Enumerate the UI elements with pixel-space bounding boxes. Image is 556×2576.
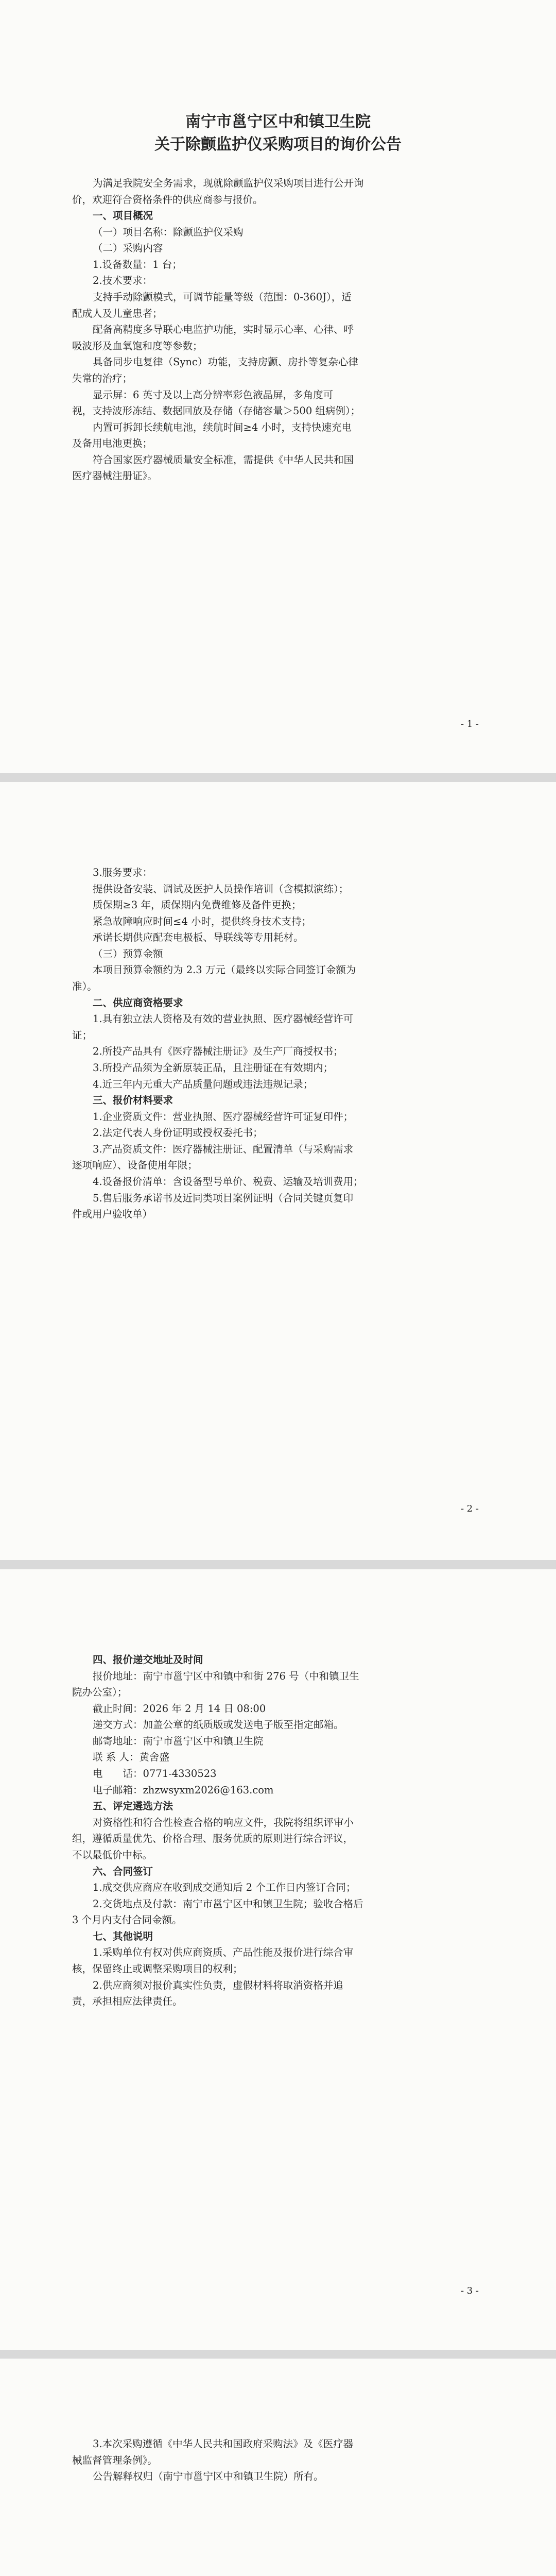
paragraph-line: 3.产品资质文件：医疗器械注册证、配置清单（与采购需求	[93, 1143, 354, 1155]
paragraph-line: 4.近三年内无重大产品质量问题或违法违规记录；	[93, 1078, 314, 1090]
paragraph-line: 承诺长期供应配套电极板、导联线等专用耗材。	[93, 931, 304, 944]
paragraph-line: 电 话：0771-4330523	[93, 1768, 217, 1780]
title-line-1: 南宁市邕宁区中和镇卫生院	[185, 113, 371, 131]
paragraph-line: 具备同步电复律（Sync）功能，支持房颤、房扑等复杂心律	[93, 356, 358, 368]
section-heading: 二、供应商资格要求	[93, 996, 183, 1009]
page-4-body	[72, 2436, 484, 2485]
document-title	[0, 111, 556, 156]
section-heading: 四、报价递交地址及时间	[93, 1654, 203, 1666]
paragraph-line: 责，承担相应法律责任。	[72, 1995, 183, 2008]
paragraph-line: 视，支持波形冻结、数据回放及存储（存储容量＞500 组病例）；	[72, 405, 361, 417]
paragraph-line: 1.具有独立法人资格及有效的营业执照、医疗器械经营许可	[93, 1013, 354, 1025]
paragraph-line: 3 个月内支付合同金额。	[72, 1914, 182, 1926]
page-3-body	[72, 1652, 484, 2010]
paragraph-line: 为满足我院安全务需求，现就除颤监护仪采购项目进行公开询	[93, 177, 364, 189]
section-heading: 一、项目概况	[93, 210, 153, 222]
paragraph-line: 递交方式：加盖公章的纸质版或发送电子版至指定邮箱。	[93, 1719, 344, 1731]
paragraph-line: （三）预算金额	[93, 947, 163, 960]
paragraph-line: 2.法定代表人身份证明或授权委托书；	[93, 1127, 263, 1139]
paragraph-line: 吸波形及血氧饱和度等参数；	[72, 340, 203, 352]
paragraph-line: （二）采购内容	[93, 242, 163, 255]
paragraph-line: 紧急故障响应时间≤4 小时，提供终身技术支持；	[93, 915, 311, 927]
paragraph-line: 3.服务要求：	[93, 867, 153, 878]
paragraph-line: 组，遵循质量优先、价格合理、服务优质的原则进行综合评议，	[72, 1833, 354, 1845]
paragraph-line: （一）项目名称：除颤监护仪采购	[93, 226, 244, 238]
paragraph-line: 价，欢迎符合资格条件的供应商参与报价。	[72, 193, 263, 206]
section-heading: 三、报价材料要求	[93, 1094, 173, 1107]
paragraph-line: 逐项响应）、设备使用年限；	[72, 1159, 198, 1172]
paragraph-line: 配成人及儿童患者；	[72, 307, 163, 319]
paragraph-line: 院办公室）；	[72, 1686, 128, 1699]
page-2-body	[72, 865, 484, 1223]
paragraph-line: 质保期≥3 年，质保期内免费维修及备件更换；	[93, 899, 302, 911]
paragraph-line: 准）。	[72, 980, 97, 993]
paragraph-line: 1.成交供应商应在收到成交通知后 2 个工作日内签订合同；	[93, 1882, 356, 1894]
paragraph-line: 及备用电池更换；	[72, 437, 153, 450]
paragraph-line: 2.所投产品具有《医疗器械注册证》及生产厂商授权书；	[93, 1045, 343, 1058]
page-number: - 2 -	[460, 1503, 479, 1514]
document-page-4	[0, 2359, 556, 2576]
paragraph-line: 核，保留终止或调整采购项目的权利；	[72, 1962, 243, 1975]
paragraph-line: 1.企业资质文件：营业执照、医疗器械经营许可证复印件；	[93, 1110, 354, 1123]
paragraph-line: 本项目预算金额约为 2.3 万元（最终以实际合同签订金额为	[93, 964, 356, 976]
paragraph-line: 联 系 人：黄舍盛	[93, 1751, 169, 1764]
paragraph-line: 内置可拆卸长续航电池，续航时间≥4 小时，支持快速充电	[93, 421, 352, 433]
document-page-2	[0, 782, 556, 1560]
section-heading: 五、评定遴选方法	[93, 1800, 173, 1812]
paragraph-line: 证；	[72, 1029, 93, 1041]
paragraph-line: 电子邮箱：zhzwsyxm2026@163.com	[93, 1784, 274, 1796]
page-number: - 1 -	[460, 719, 479, 730]
paragraph-line: 械监督管理条例》。	[72, 2454, 158, 2466]
title-line-2: 关于除颤监护仪采购项目的询价公告	[154, 135, 402, 154]
document-page-3	[0, 1569, 556, 2350]
paragraph-line: 件或用户验收单）	[72, 1208, 153, 1221]
paragraph-line: 2.技术要求：	[93, 275, 153, 287]
document-page-1	[0, 0, 556, 773]
paragraph-line: 配备高精度多导联心电监护功能，实时显示心率、心律、呼	[93, 324, 354, 336]
page-1-body	[72, 175, 484, 484]
page-number: - 3 -	[460, 2285, 479, 2296]
paragraph-line: 1.设备数量：1 台；	[93, 258, 182, 270]
paragraph-line: 4.设备报价清单：含设备型号单价、税费、运输及培训费用；	[93, 1175, 363, 1188]
section-heading: 六、合同签订	[93, 1865, 153, 1877]
paragraph-line: 2.交货地点及付款：南宁市邕宁区中和镇卫生院；验收合格后	[93, 1897, 363, 1910]
paragraph-line: 对资格性和符合性检查合格的响应文件，我院将组织评审小	[93, 1816, 354, 1828]
paragraph-line: 5.售后服务承诺书及近同类项目案例证明（合同关键页复印	[93, 1192, 354, 1204]
paragraph-line: 不以最低价中标。	[72, 1849, 153, 1861]
paragraph-line: 医疗器械注册证》。	[72, 470, 158, 482]
paragraph-line: 提供设备安装、调试及医护人员操作培训（含模拟演练）；	[93, 883, 349, 895]
paragraph-line: 2.供应商须对报价真实性负责，虚假材料将取消资格并追	[93, 1979, 343, 1991]
paragraph-line: 截止时间：2026 年 2 月 14 日 08:00	[93, 1702, 266, 1715]
paragraph-line: 显示屏：6 英寸及以上高分辨率彩色液晶屏，多角度可	[93, 388, 334, 401]
paragraph-line: 1.采购单位有权对供应商资质、产品性能及报价进行综合审	[93, 1946, 354, 1959]
paragraph-line: 失常的治疗；	[72, 372, 133, 384]
paragraph-line: 符合国家医疗器械质量安全标准，需提供《中华人民共和国	[93, 453, 354, 466]
paragraph-line: 支持手动除颤模式，可调节能量等级（范围：0-360J），适	[93, 291, 352, 303]
paragraph-line: 3.所投产品须为全新原装正品，且注册证在有效期内；	[93, 1061, 334, 1074]
paragraph-line: 报价地址：南宁市邕宁区中和镇中和街 276 号（中和镇卫生	[93, 1670, 359, 1682]
paragraph-line: 3.本次采购遵循《中华人民共和国政府采购法》及《医疗器	[93, 2438, 354, 2450]
paragraph-line: 邮寄地址：南宁市邕宁区中和镇卫生院	[93, 1735, 264, 1747]
section-heading: 七、其他说明	[93, 1930, 153, 1942]
paragraph-line: 公告解释权归（南宁市邕宁区中和镇卫生院）所有。	[93, 2470, 324, 2483]
